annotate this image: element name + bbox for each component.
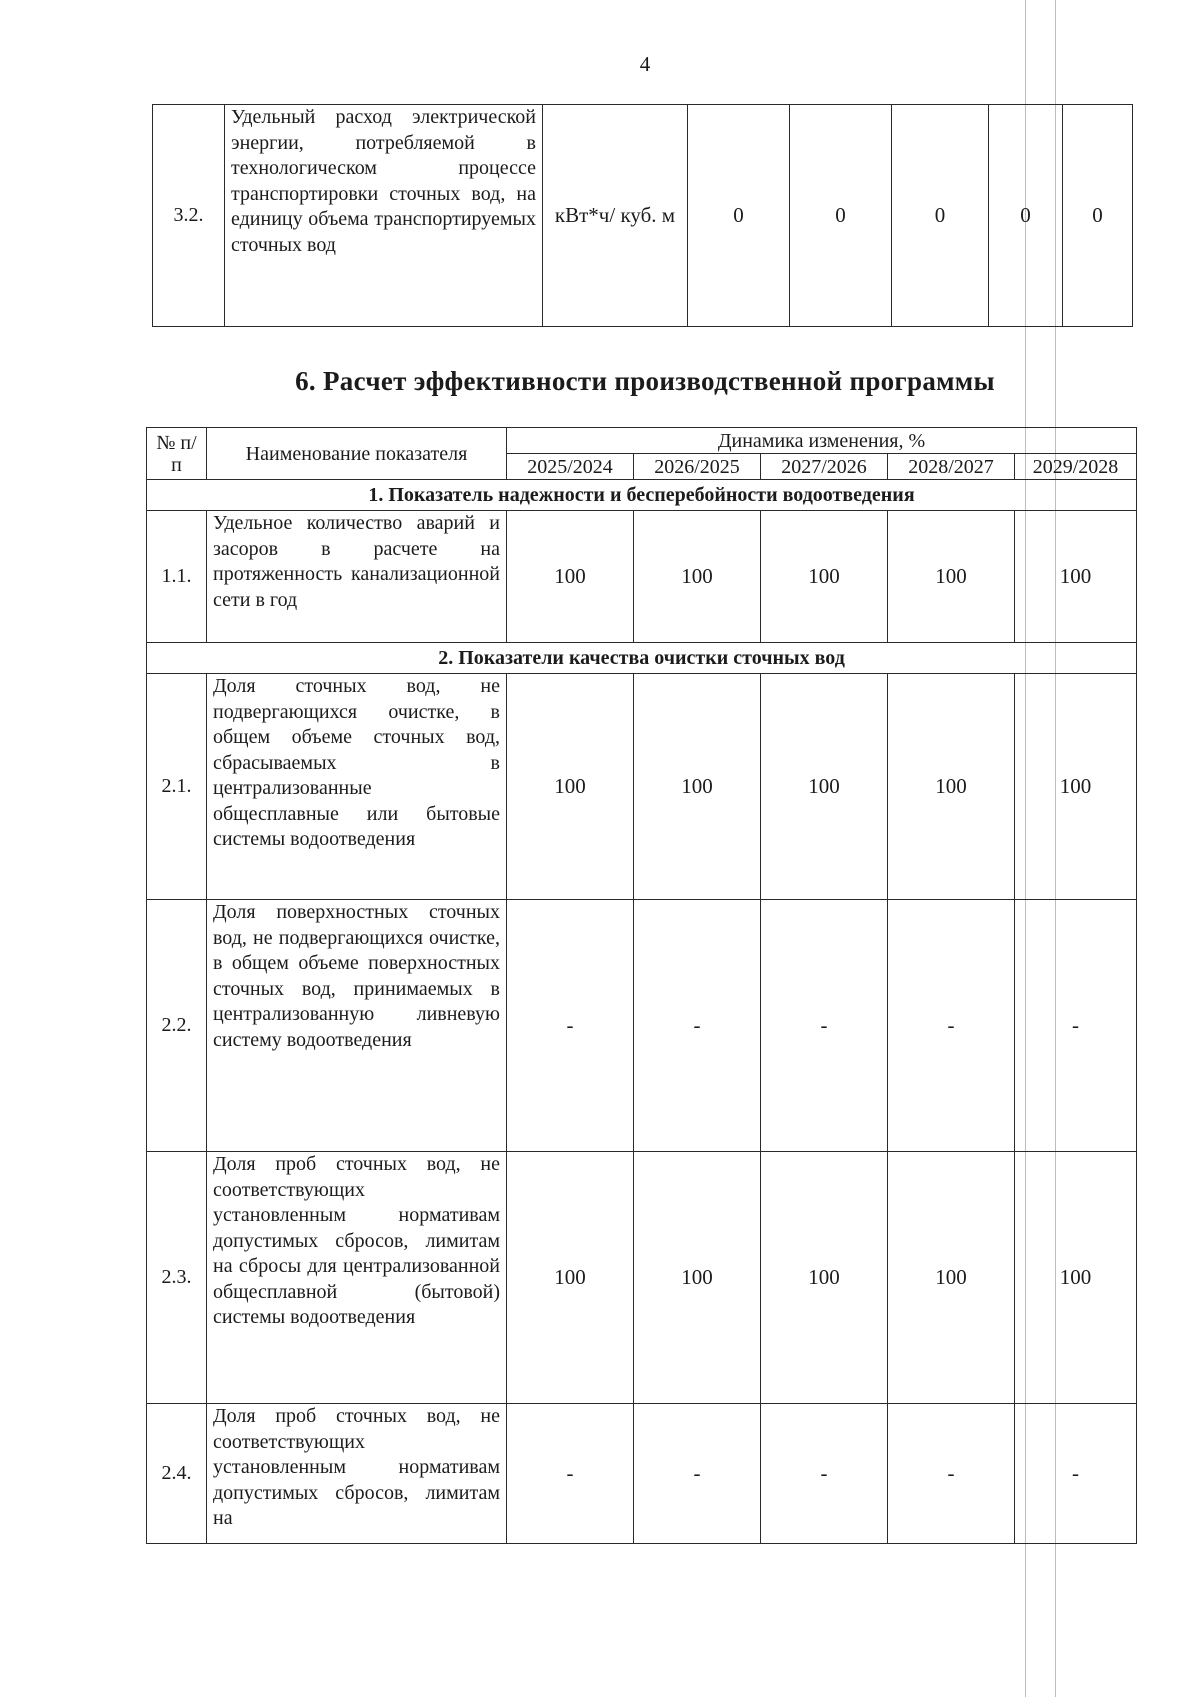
value-cell: 100 — [888, 511, 1015, 643]
header-name: Наименование показателя — [207, 428, 507, 480]
page-number: 4 — [639, 52, 651, 76]
indicator-name: Доля проб сточных вод, не соответствующих установленным нормативам допустимых сбросов, лимитам на — [207, 1404, 507, 1544]
table-row — [147, 1404, 1137, 1544]
value-cell: 0 — [1063, 105, 1133, 327]
row-number: 2.1. — [147, 674, 207, 900]
value-cell: 100 — [888, 1152, 1015, 1404]
indicator-name: Удельное количество аварий и засоров в расчете на протяженность канализационной сети в год — [207, 511, 507, 643]
value-cell: 100 — [1015, 1152, 1137, 1404]
value-cell: 100 — [507, 674, 634, 900]
value-cell: 100 — [634, 674, 761, 900]
value-cell: 100 — [634, 511, 761, 643]
value-cell: 100 — [761, 511, 888, 643]
table-row — [147, 511, 1137, 643]
row-number: 2.3. — [147, 1152, 207, 1404]
section-title: 1. Показатель надежности и бесперебойности водоотведения — [147, 480, 1137, 511]
indicator-name: Доля поверхностных сточных вод, не подвергающихся очистке, в общем объеме поверхностных сточных вод, принимаемых в централизованную ливневую систему водоотведения — [207, 900, 507, 1152]
unit-cell: кВт*ч/ куб. м — [543, 105, 688, 327]
header-year: 2025/2024 — [507, 454, 634, 480]
value-cell: 100 — [507, 511, 634, 643]
value-cell: - — [761, 1404, 888, 1544]
indicator-name: Доля проб сточных вод, не соответствующих установленным нормативам допустимых сбросов, лимитам на сбросы для централизованной общесплавной (бытовой) системы водоотведения — [207, 1152, 507, 1404]
value-cell: - — [1015, 900, 1137, 1152]
value-cell: 0 — [989, 105, 1063, 327]
value-cell: - — [888, 1404, 1015, 1544]
header-dynamics: Динамика изменения, % — [507, 428, 1137, 454]
header-num: № п/п — [147, 428, 207, 480]
header-year: 2028/2027 — [888, 454, 1015, 480]
value-cell: - — [634, 1404, 761, 1544]
continuation-table — [152, 104, 1133, 327]
value-cell: - — [507, 900, 634, 1152]
header-year: 2027/2026 — [761, 454, 888, 480]
table-row — [147, 674, 1137, 900]
value-cell: - — [507, 1404, 634, 1544]
table-row — [147, 1152, 1137, 1404]
row-number: 2.2. — [147, 900, 207, 1152]
section-row — [147, 480, 1137, 511]
value-cell: 0 — [790, 105, 892, 327]
section-row — [147, 643, 1137, 674]
value-cell: 100 — [761, 1152, 888, 1404]
table-row — [147, 900, 1137, 1152]
section-heading: 6. Расчет эффективности производственной программы — [295, 366, 995, 396]
value-cell: 100 — [1015, 674, 1137, 900]
table-row — [153, 105, 1133, 327]
value-cell: - — [1015, 1404, 1137, 1544]
row-number: 3.2. — [153, 105, 225, 327]
value-cell: 100 — [1015, 511, 1137, 643]
indicator-name: Доля сточных вод, не подвергающихся очистке, в общем объеме сточных вод, сбрасываемых в централизованные общесплавные или бытовые системы водоотведения — [207, 674, 507, 900]
value-cell: 100 — [888, 674, 1015, 900]
efficiency-table — [146, 427, 1137, 1544]
indicator-name: Удельный расход электрической энергии, потребляемой в технологическом процессе транспортировки сточных вод, на единицу объема транспортируемых сточных вод — [225, 105, 543, 327]
value-cell: 100 — [507, 1152, 634, 1404]
value-cell: 0 — [688, 105, 790, 327]
value-cell: 100 — [634, 1152, 761, 1404]
value-cell: - — [634, 900, 761, 1152]
value-cell: 0 — [892, 105, 989, 327]
header-year: 2029/2028 — [1015, 454, 1137, 480]
header-row — [147, 428, 1137, 454]
value-cell: - — [888, 900, 1015, 1152]
row-number: 2.4. — [147, 1404, 207, 1544]
row-number: 1.1. — [147, 511, 207, 643]
header-year: 2026/2025 — [634, 454, 761, 480]
value-cell: - — [761, 900, 888, 1152]
section-title: 2. Показатели качества очистки сточных вод — [147, 643, 1137, 674]
value-cell: 100 — [761, 674, 888, 900]
